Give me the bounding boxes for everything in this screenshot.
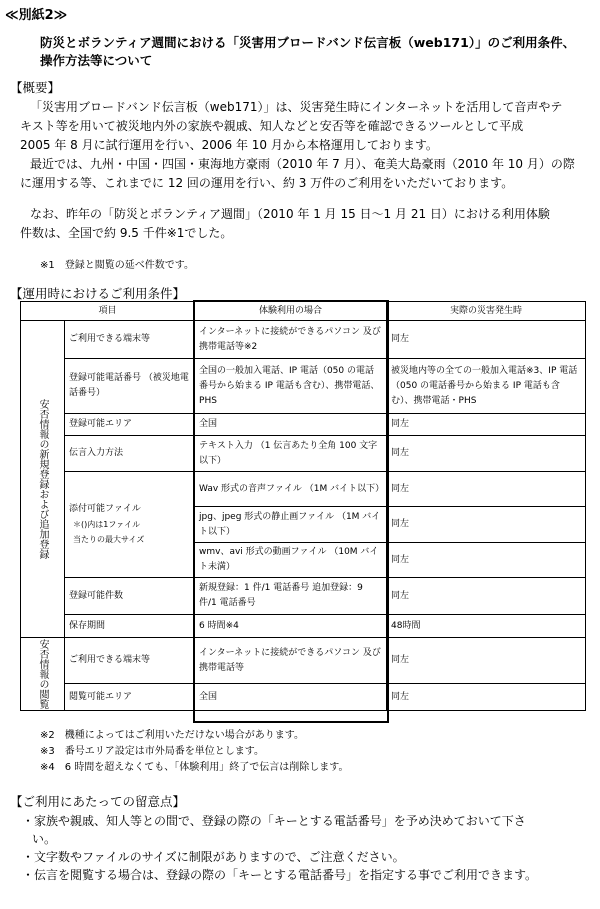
table-row [21, 414, 586, 436]
table-row [21, 638, 586, 684]
table-footnotes [40, 728, 348, 776]
group-view-text: 安否情報の閲覧 [37, 639, 48, 709]
document-title [40, 34, 585, 70]
notes-heading: 【ご利用にあたっての留意点】 [10, 794, 186, 809]
row-trial: インターネットに接続ができるパソコン 及び携帯電話等※2 [195, 321, 387, 359]
row-item: 閲覧可能エリア [65, 684, 195, 711]
list-item: ・伝言を閲覧する場合は、登録の際の「キーとする電話番号」を指定する事でご利用できます。 [22, 868, 538, 882]
footnote-2: ※2 機種によってはご利用いただけない場合があります。 [40, 730, 304, 741]
overview-line: に運用する等、これまでに 12 回の運用を行い、約 3 万件のご利用をいただいております。 [20, 176, 514, 190]
row-trial: 全国の一般加入電話、IP 電話（050 の電話番号から始まる IP 電話も含む）、携帯電話、PHS [195, 359, 387, 414]
row-actual: 同左 [387, 321, 586, 359]
row-actual: 同左 [387, 684, 586, 711]
row-trial: 新規登録：1 件/1 電話番号 追加登録：9 件/1 電話番号 [195, 578, 387, 615]
list-item: い。 [32, 832, 57, 846]
overview-line: 2005 年 8 月に試行運用を行い、2006 年 10 月から本格運用しております。 [20, 138, 438, 152]
overview-line: 最近では、九州・中国・四国・東海地方豪雨（2010 年 7 月）、奄美大島豪雨（2010 年 10 月）の際 [30, 157, 575, 171]
col-item-header: 項目 [21, 302, 195, 321]
row-item: 伝言入力方法 [65, 436, 195, 472]
row-item: 登録可能件数 [65, 578, 195, 615]
title-line-1: 防災とボランティア週間における「災害用ブロードバンド伝言板（web171）」のご利用条件、 [40, 35, 576, 50]
overview-line: 「災害用ブロードバンド伝言板（web171）」は、災害発生時にインターネットを活用して音声やテ [30, 100, 563, 114]
list-item: ・家族や親戚、知人等との間で、登録の際の「キーとする電話番号」を予め決めておいて下さ [22, 814, 526, 828]
table-row [21, 684, 586, 711]
row-trial: jpg、jpeg 形式の静止画ファイル （1M バイト以下） [195, 507, 387, 543]
row-actual: 同左 [387, 638, 586, 684]
col-trial-header: 体験利用の場合 [195, 302, 387, 321]
row-actual: 48時間 [387, 615, 586, 638]
col-actual-header: 実際の災害発生時 [387, 302, 586, 321]
row-trial: Wav 形式の音声ファイル （1M バイト以下） [195, 472, 387, 507]
attach-item-label: 添付可能ファイル [69, 504, 141, 514]
overview-line: キスト等を用いて被災地内外の家族や親戚、知人などと安否等を確認できるツールとして平成 [20, 119, 524, 133]
overview-line: なお、昨年の「防災とボランティア週間」（2010 年 1 月 15 日～1 月 21 日）における利用体験 [30, 207, 550, 221]
conditions-heading: 【運用時におけるご利用条件】 [10, 286, 186, 301]
group-view-label [21, 638, 65, 711]
table-row [21, 578, 586, 615]
table-header-row [21, 302, 586, 321]
row-actual: 同左 [387, 472, 586, 507]
footnote-1: ※1 登録と閲覧の延べ件数です。 [40, 260, 194, 271]
overview-line: 件数は、全国で約 9.5 千件※1でした。 [20, 226, 233, 240]
row-trial: 全国 [195, 684, 387, 711]
attach-item-sub: 当たりの最大サイズ [73, 535, 145, 544]
row-item: ご利用できる端末等 [65, 638, 195, 684]
table-row [21, 359, 586, 414]
row-trial: wmv、avi 形式の動画ファイル （10M バイト未満） [195, 543, 387, 578]
row-actual: 被災地内等の全ての一般加入電話※3、IP 電話（050 の電話番号から始まる IP 電話も含む）、携帯電話・PHS [387, 359, 586, 414]
row-item: 登録可能エリア [65, 414, 195, 436]
group-register-text: 安否情報の新規登録および追加登録 [37, 399, 48, 559]
table-row [21, 615, 586, 638]
row-trial: 全国 [195, 414, 387, 436]
footnote-4: ※4 6 時間を超えなくても、「体験利用」終了で伝言は削除します。 [40, 762, 349, 773]
list-item: ・文字数やファイルのサイズに制限がありますので、ご注意ください。 [22, 850, 405, 864]
row-actual: 同左 [387, 507, 586, 543]
title-line-2: 操作方法等について [40, 53, 153, 68]
row-item: 保存期間 [65, 615, 195, 638]
row-trial: テキスト入力 （1 伝言あたり全角 100 文字以下） [195, 436, 387, 472]
row-item: 登録可能電話番号 （被災地電話番号） [65, 359, 195, 414]
overview-heading: 【概要】 [10, 80, 61, 95]
row-trial: 6 時間※4 [195, 615, 387, 638]
row-actual: 同左 [387, 578, 586, 615]
row-trial: インターネットに接続ができるパソコン 及び携帯電話等 [195, 638, 387, 684]
table-row [21, 436, 586, 472]
row-actual: 同左 [387, 414, 586, 436]
group-register-label [21, 321, 65, 638]
table-row [21, 472, 586, 507]
attach-item-sub: ＊()内は1ファイル [73, 520, 141, 529]
annex-label: ≪別紙2≫ [5, 8, 68, 23]
row-actual: 同左 [387, 436, 586, 472]
conditions-table [20, 301, 586, 711]
notes-list [22, 812, 592, 884]
row-item-attachments [65, 472, 195, 578]
footnote-3: ※3 番号エリア設定は市外局番を単位とします。 [40, 746, 264, 757]
row-actual: 同左 [387, 543, 586, 578]
row-item: ご利用できる端末等 [65, 321, 195, 359]
overview-body [20, 98, 595, 243]
table-row [21, 321, 586, 359]
